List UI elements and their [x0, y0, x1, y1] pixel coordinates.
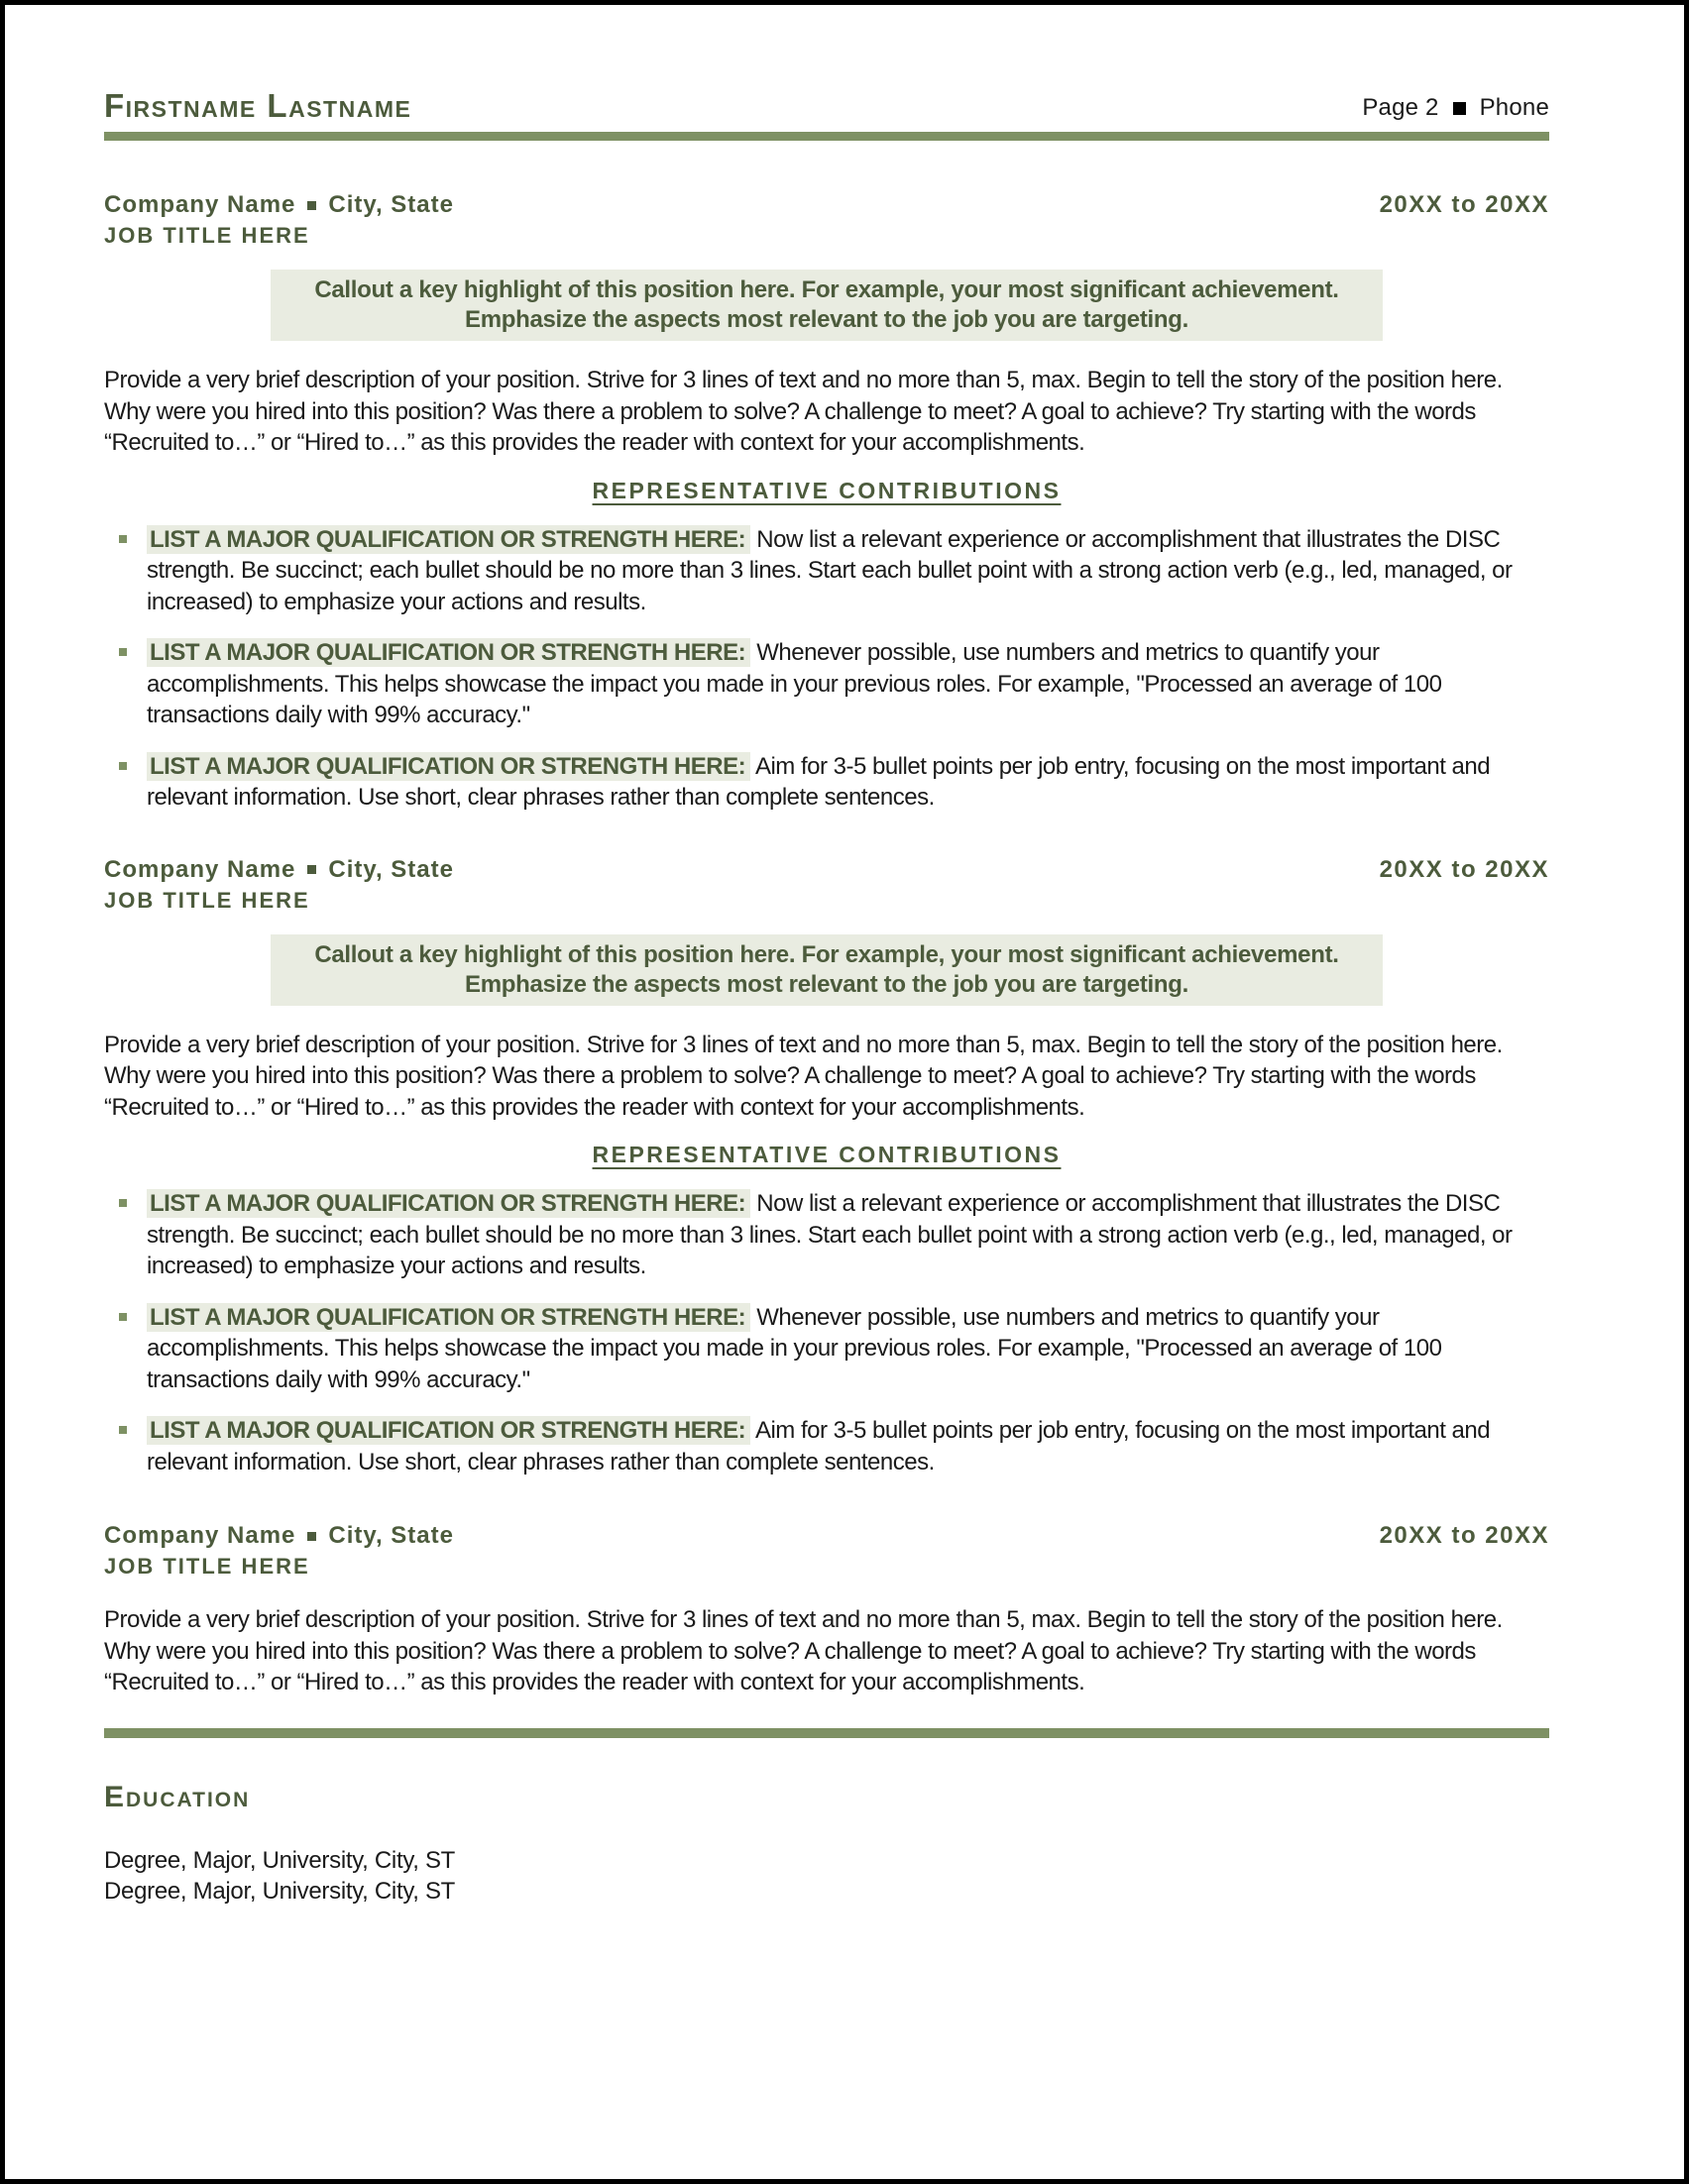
list-item [104, 524, 1549, 618]
education-item: Degree, Major, University, City, ST [104, 1846, 456, 1874]
square-separator-icon [307, 201, 316, 210]
company-city-state: City, State [328, 855, 454, 883]
company-location [104, 190, 454, 220]
bullet-square-icon [119, 1199, 127, 1207]
header-divider-rule [104, 132, 1549, 141]
bullet-lead-in: LIST A MAJOR QUALIFICATION OR STRENGTH HERE: [147, 638, 750, 667]
company-location [104, 855, 454, 885]
bullet-text [137, 1188, 1549, 1282]
square-separator-icon [307, 865, 316, 874]
employment-dates: 20XX to 20XX [1379, 855, 1549, 883]
job-entry-header [104, 190, 1549, 250]
callout-line-2: Emphasize the aspects most relevant to the job you are targeting. [464, 306, 1189, 334]
person-name: Firstname Lastname [104, 87, 412, 124]
company-city-state: City, State [328, 191, 454, 219]
bullet-square-icon [119, 1426, 127, 1434]
job-title: JOB TITLE HERE [104, 887, 310, 913]
company-location [104, 1521, 454, 1551]
bullet-lead-in: LIST A MAJOR QUALIFICATION OR STRENGTH HERE: [147, 1303, 750, 1332]
bullet-detail: Whenever possible, use numbers and metrics to quantify your accomplishments. This helps showcase the impact you made in your previous roles. For example, "Processed an average of 100 transactions daily with 99% accuracy." [147, 1303, 1442, 1393]
job-description: Provide a very brief description of your position. Strive for 3 lines of text and no more than 5, max. Begin to tell the story of the position here. Why were you hired into this position? Was there a problem to solve? A challenge to meet? A goal to achieve? Try starting with the words “Recruited to…” or “Hired to…” as this provides the reader with context for your accomplishments. [104, 1606, 1503, 1696]
education-item: Degree, Major, University, City, ST [104, 1877, 456, 1905]
phone-label: Phone [1479, 94, 1549, 122]
bullet-square-icon [119, 535, 127, 543]
employment-dates: 20XX to 20XX [1379, 1522, 1549, 1550]
bullet-detail: Aim for 3-5 bullet points per job entry, focusing on the most important and relevant information. Use short, clear phrases rather than complete sentences. [147, 752, 1491, 812]
bullet-lead-in: LIST A MAJOR QUALIFICATION OR STRENGTH HERE: [147, 525, 750, 554]
square-bullet-icon [1453, 102, 1466, 115]
page-number-label: Page 2 [1362, 94, 1439, 122]
bullet-lead-in: LIST A MAJOR QUALIFICATION OR STRENGTH HERE: [147, 1416, 750, 1445]
company-row [104, 190, 1549, 220]
bullet-detail: Aim for 3-5 bullet points per job entry, focusing on the most important and relevant information. Use short, clear phrases rather than complete sentences. [147, 1417, 1491, 1475]
company-row [104, 1521, 1549, 1551]
bullet-text [137, 637, 1549, 731]
job-title: JOB TITLE HERE [104, 1554, 310, 1580]
callout-line-1: Callout a key highlight of this position here. For example, your most significant achievement. [314, 940, 1339, 968]
bullet-detail: Whenever possible, use numbers and metrics to quantify your accomplishments. This helps showcase the impact you made in your previous roles. For example, "Processed an average of 100 transactions daily with 99% accuracy." [147, 639, 1442, 729]
job-description: Provide a very brief description of your position. Strive for 3 lines of text and no more than 5, max. Begin to tell the story of the position here. Why were you hired into this position? Was there a problem to solve? A challenge to meet? A goal to achieve? Try starting with the words “Recruited to…” or “Hired to…” as this provides the reader with context for your accomplishments. [104, 1031, 1503, 1121]
job-entry-header [104, 855, 1549, 915]
callout-line-2: Emphasize the aspects most relevant to the job you are targeting. [464, 970, 1189, 998]
bullet-lead-in: LIST A MAJOR QUALIFICATION OR STRENGTH HERE: [147, 1189, 750, 1218]
job-description: Provide a very brief description of your position. Strive for 3 lines of text and no more than 5, max. Begin to tell the story of the position here. Why were you hired into this position? Was there a problem to solve? A challenge to meet? A goal to achieve? Try starting with the words “Recruited to…” or “Hired to…” as this provides the reader with context for your accomplishments. [104, 367, 1503, 457]
bullet-text [137, 1302, 1549, 1396]
bullet-detail: Now list a relevant experience or accomplishment that illustrates the DISC strength. Be succinct; each bullet should be no more than 3 lines. Start each bullet point with a strong action verb (e.g., led, managed, or increased) to emphasize your actions and results. [147, 525, 1513, 615]
square-separator-icon [307, 1532, 316, 1541]
section-divider-rule [104, 1728, 1549, 1738]
contributions-heading: REPRESENTATIVE CONTRIBUTIONS [592, 477, 1062, 503]
company-city-state: City, State [328, 1522, 454, 1550]
education-heading: Education [104, 1780, 251, 1813]
job-entry-header [104, 1521, 1549, 1581]
contributions-list [104, 524, 1549, 814]
company-name: Company Name [104, 1522, 296, 1550]
callout-line-1: Callout a key highlight of this position here. For example, your most significant achievement. [314, 276, 1339, 304]
bullet-text [137, 751, 1549, 814]
bullet-lead-in: LIST A MAJOR QUALIFICATION OR STRENGTH HERE: [147, 752, 750, 781]
company-name: Company Name [104, 191, 296, 219]
company-name: Company Name [104, 855, 296, 883]
page-number-phone [1362, 94, 1549, 124]
resume-content [5, 5, 1684, 1907]
bullet-square-icon [119, 762, 127, 770]
bullet-text [137, 524, 1549, 618]
job-title: JOB TITLE HERE [104, 223, 310, 249]
employment-dates: 20XX to 20XX [1379, 191, 1549, 219]
contributions-list [104, 1188, 1549, 1477]
bullet-square-icon [119, 1313, 127, 1321]
list-item [104, 637, 1549, 731]
list-item [104, 751, 1549, 814]
education-list [104, 1845, 1549, 1907]
contributions-heading: REPRESENTATIVE CONTRIBUTIONS [592, 1142, 1062, 1168]
bullet-text [137, 1415, 1549, 1477]
company-row [104, 855, 1549, 885]
list-item [104, 1415, 1549, 1477]
bullet-square-icon [119, 648, 127, 656]
page-header [104, 88, 1549, 124]
list-item [104, 1302, 1549, 1396]
job-callout-box [271, 270, 1383, 341]
list-item [104, 1188, 1549, 1282]
job-callout-box [271, 934, 1383, 1006]
bullet-detail: Now list a relevant experience or accomplishment that illustrates the DISC strength. Be succinct; each bullet should be no more than 3 lines. Start each bullet point with a strong action verb (e.g., led, managed, or increased) to emphasize your actions and results. [147, 1190, 1513, 1280]
